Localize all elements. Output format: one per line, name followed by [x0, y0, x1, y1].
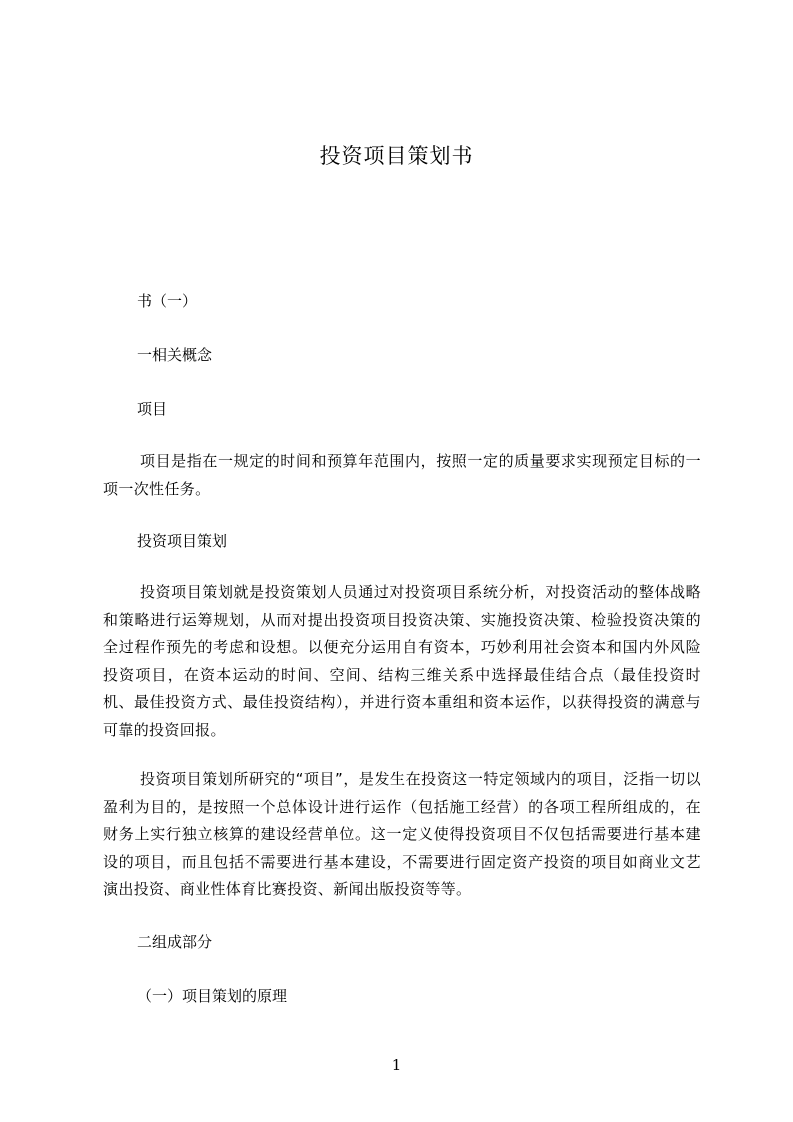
- heading-book: 书（一）: [137, 292, 198, 310]
- paragraph-project-definition: 项目是指在一规定的时间和预算年范围内，按照一定的质量要求实现预定目标的一项一次性任务。: [103, 452, 701, 498]
- document-title: 投资项目策划书: [319, 144, 474, 168]
- term-project: 项目: [137, 400, 168, 418]
- subsection-heading-principle: （一）项目策划的原理: [137, 987, 288, 1005]
- section-heading-components: 二组成部分: [137, 933, 213, 951]
- paragraph-project-research: 投资项目策划所研究的“项目”，是发生在投资这一特定领域内的项目，泛指一切以盈利为目的，是按照一个总体设计进行运作（包括施工经营）的各项工程所组成的，在财务上实行独立核算的建设经营单位。这一定义使得投资项目不仅包括需要进行基本建设的项目，而且包括不需要进行基本建设，不需要进行固定资产投资的项目如商业文艺演出投资、商业性体育比赛投资、新闻出版投资等等。: [103, 770, 701, 898]
- term-investment-planning: 投资项目策划: [137, 532, 228, 550]
- paragraph-investment-planning: 投资项目策划就是投资策划人员通过对投资项目系统分析，对投资活动的整体战略和策略进行运筹规划，从而对提出投资项目投资决策、实施投资决策、检验投资决策的全过程作预先的考虑和设想。以便充分运用自有资本，巧妙利用社会资本和国内外风险投资项目，在资本运动的时间、空间、结构三维关系中选择最佳结合点（最佳投资时机、最佳投资方式、最佳投资结构），并进行资本重组和资本运作，以获得投资的满意与可靠的投资回报。: [103, 583, 701, 739]
- section-heading-concepts: 一相关概念: [137, 346, 213, 364]
- page-number: 1: [391, 1056, 402, 1074]
